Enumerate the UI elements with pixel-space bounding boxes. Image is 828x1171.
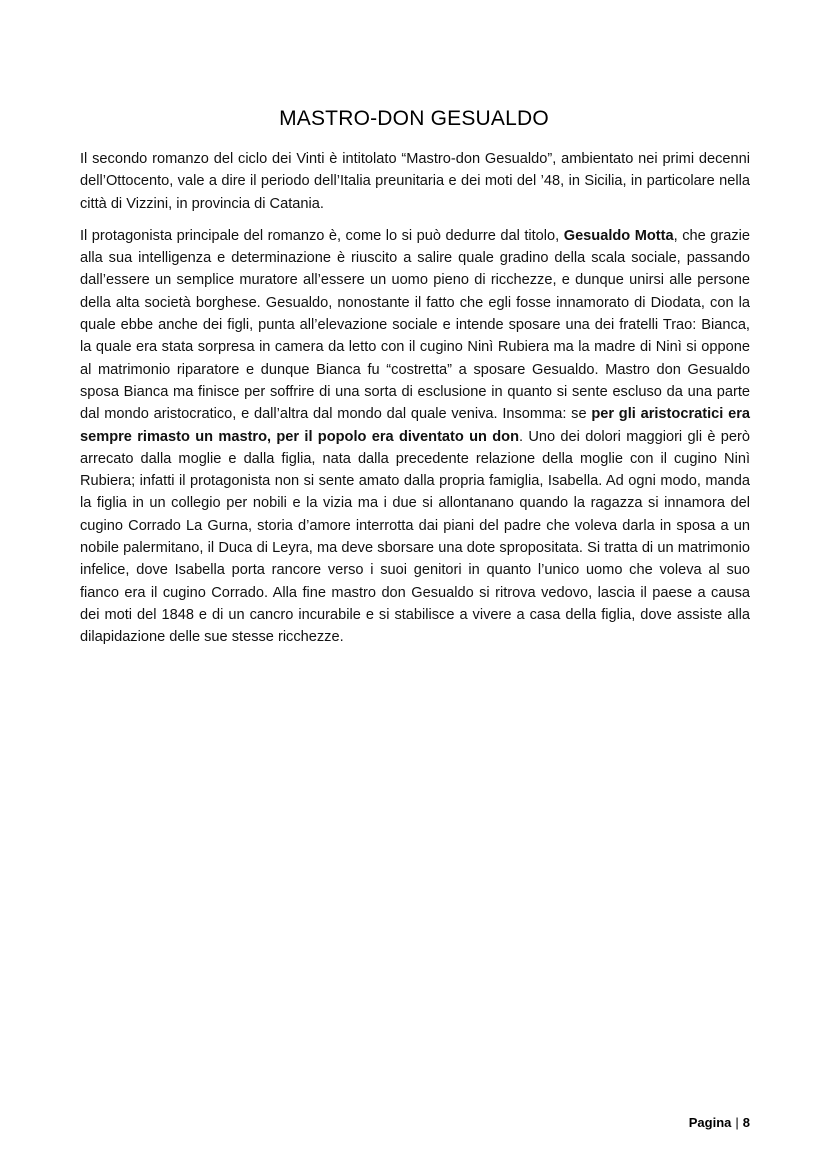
- page-footer: [689, 1113, 750, 1133]
- page-title: MASTRO-DON GESUALDO: [279, 107, 549, 130]
- footer-separator: |: [735, 1115, 739, 1130]
- paragraph-protagonist: [80, 225, 750, 649]
- paragraph-intro: Il secondo romanzo del ciclo dei Vinti è intitolato “Mastro-don Gesualdo”, ambientato nei primi decenni dell’Ottocento, vale a dire il periodo dell’Italia preunitaria e dei moti del ’48, in Sicilia, in particolare nella città di Vizzini, in provincia di Catania.: [80, 151, 750, 212]
- footer-label: Pagina: [688, 1115, 732, 1130]
- bold-name-gesualdo-motta: Gesualdo Motta: [563, 227, 674, 244]
- bold-quote-mastro-don: per gli aristocratici era sempre rimasto un mastro, per il popolo era diventato un don: [80, 406, 750, 445]
- page-number: 8: [742, 1115, 750, 1130]
- paragraph-text: . Uno dei dolori maggiori gli è però arrecato dalla moglie e dalla figlia, nata dalla precedente relazione della moglie con il cugino Ninì Rubiera; infatti il protagonista non si sente amato dalla propria famiglia, Isabella. Ad ogni modo, manda la figlia in un collegio per nobili e la vizia ma i due si allontanano quando la ragazza si innamora del cugino Corrado La Gurna, storia d’amore interrotta dai piani del padre che voleva darla in sposa a un nobile palermitano, il Duca di Leyra, ma deve sborsare una dote spropositata. Si tratta di un matrimonio infelice, dove Isabella porta rancore verso i suoi genitori in quanto l’unico uomo che voleva al suo fianco era il cugino Corrado. Alla fine mastro don Gesualdo si ritrova vedovo, lascia il paese a causa dei moti del 1848 e di un cancro incurabile e si stabilisce a vivere a casa della figlia, dove assiste alla dilapidazione delle sue stesse ricchezze.: [80, 428, 750, 646]
- paragraph-text: , che grazie alla sua intelligenza e determinazione è riuscito a salire quale gradino della scala sociale, passando dall’essere un semplice muratore all’essere un uomo pieno di ricchezze, e dunque unirsi alle persone della alta società borghese. Gesualdo, nonostante il fatto che egli fosse innamorato di Diodata, con la quale ebbe anche dei figli, punta all’elevazione sociale e intende sposare una dei fratelli Trao: Bianca, la quale era stata sorpresa in camera da letto con il cugino Ninì Rubiera ma la madre di Ninì si oppone al matrimonio riparatore e dunque Bianca fu “costretta” a sposare Gesualdo. Mastro don Gesualdo sposa Bianca ma finisce per soffrire di una sorta di esclusione in quanto si sente escluso da una parte dal mondo aristocratico, e dall’altra dal mondo dal quale veniva. Insomma: se: [80, 227, 750, 423]
- paragraph-text: Il protagonista principale del romanzo è, come lo si può dedurre dal titolo,: [80, 227, 564, 244]
- document-body: [80, 148, 750, 659]
